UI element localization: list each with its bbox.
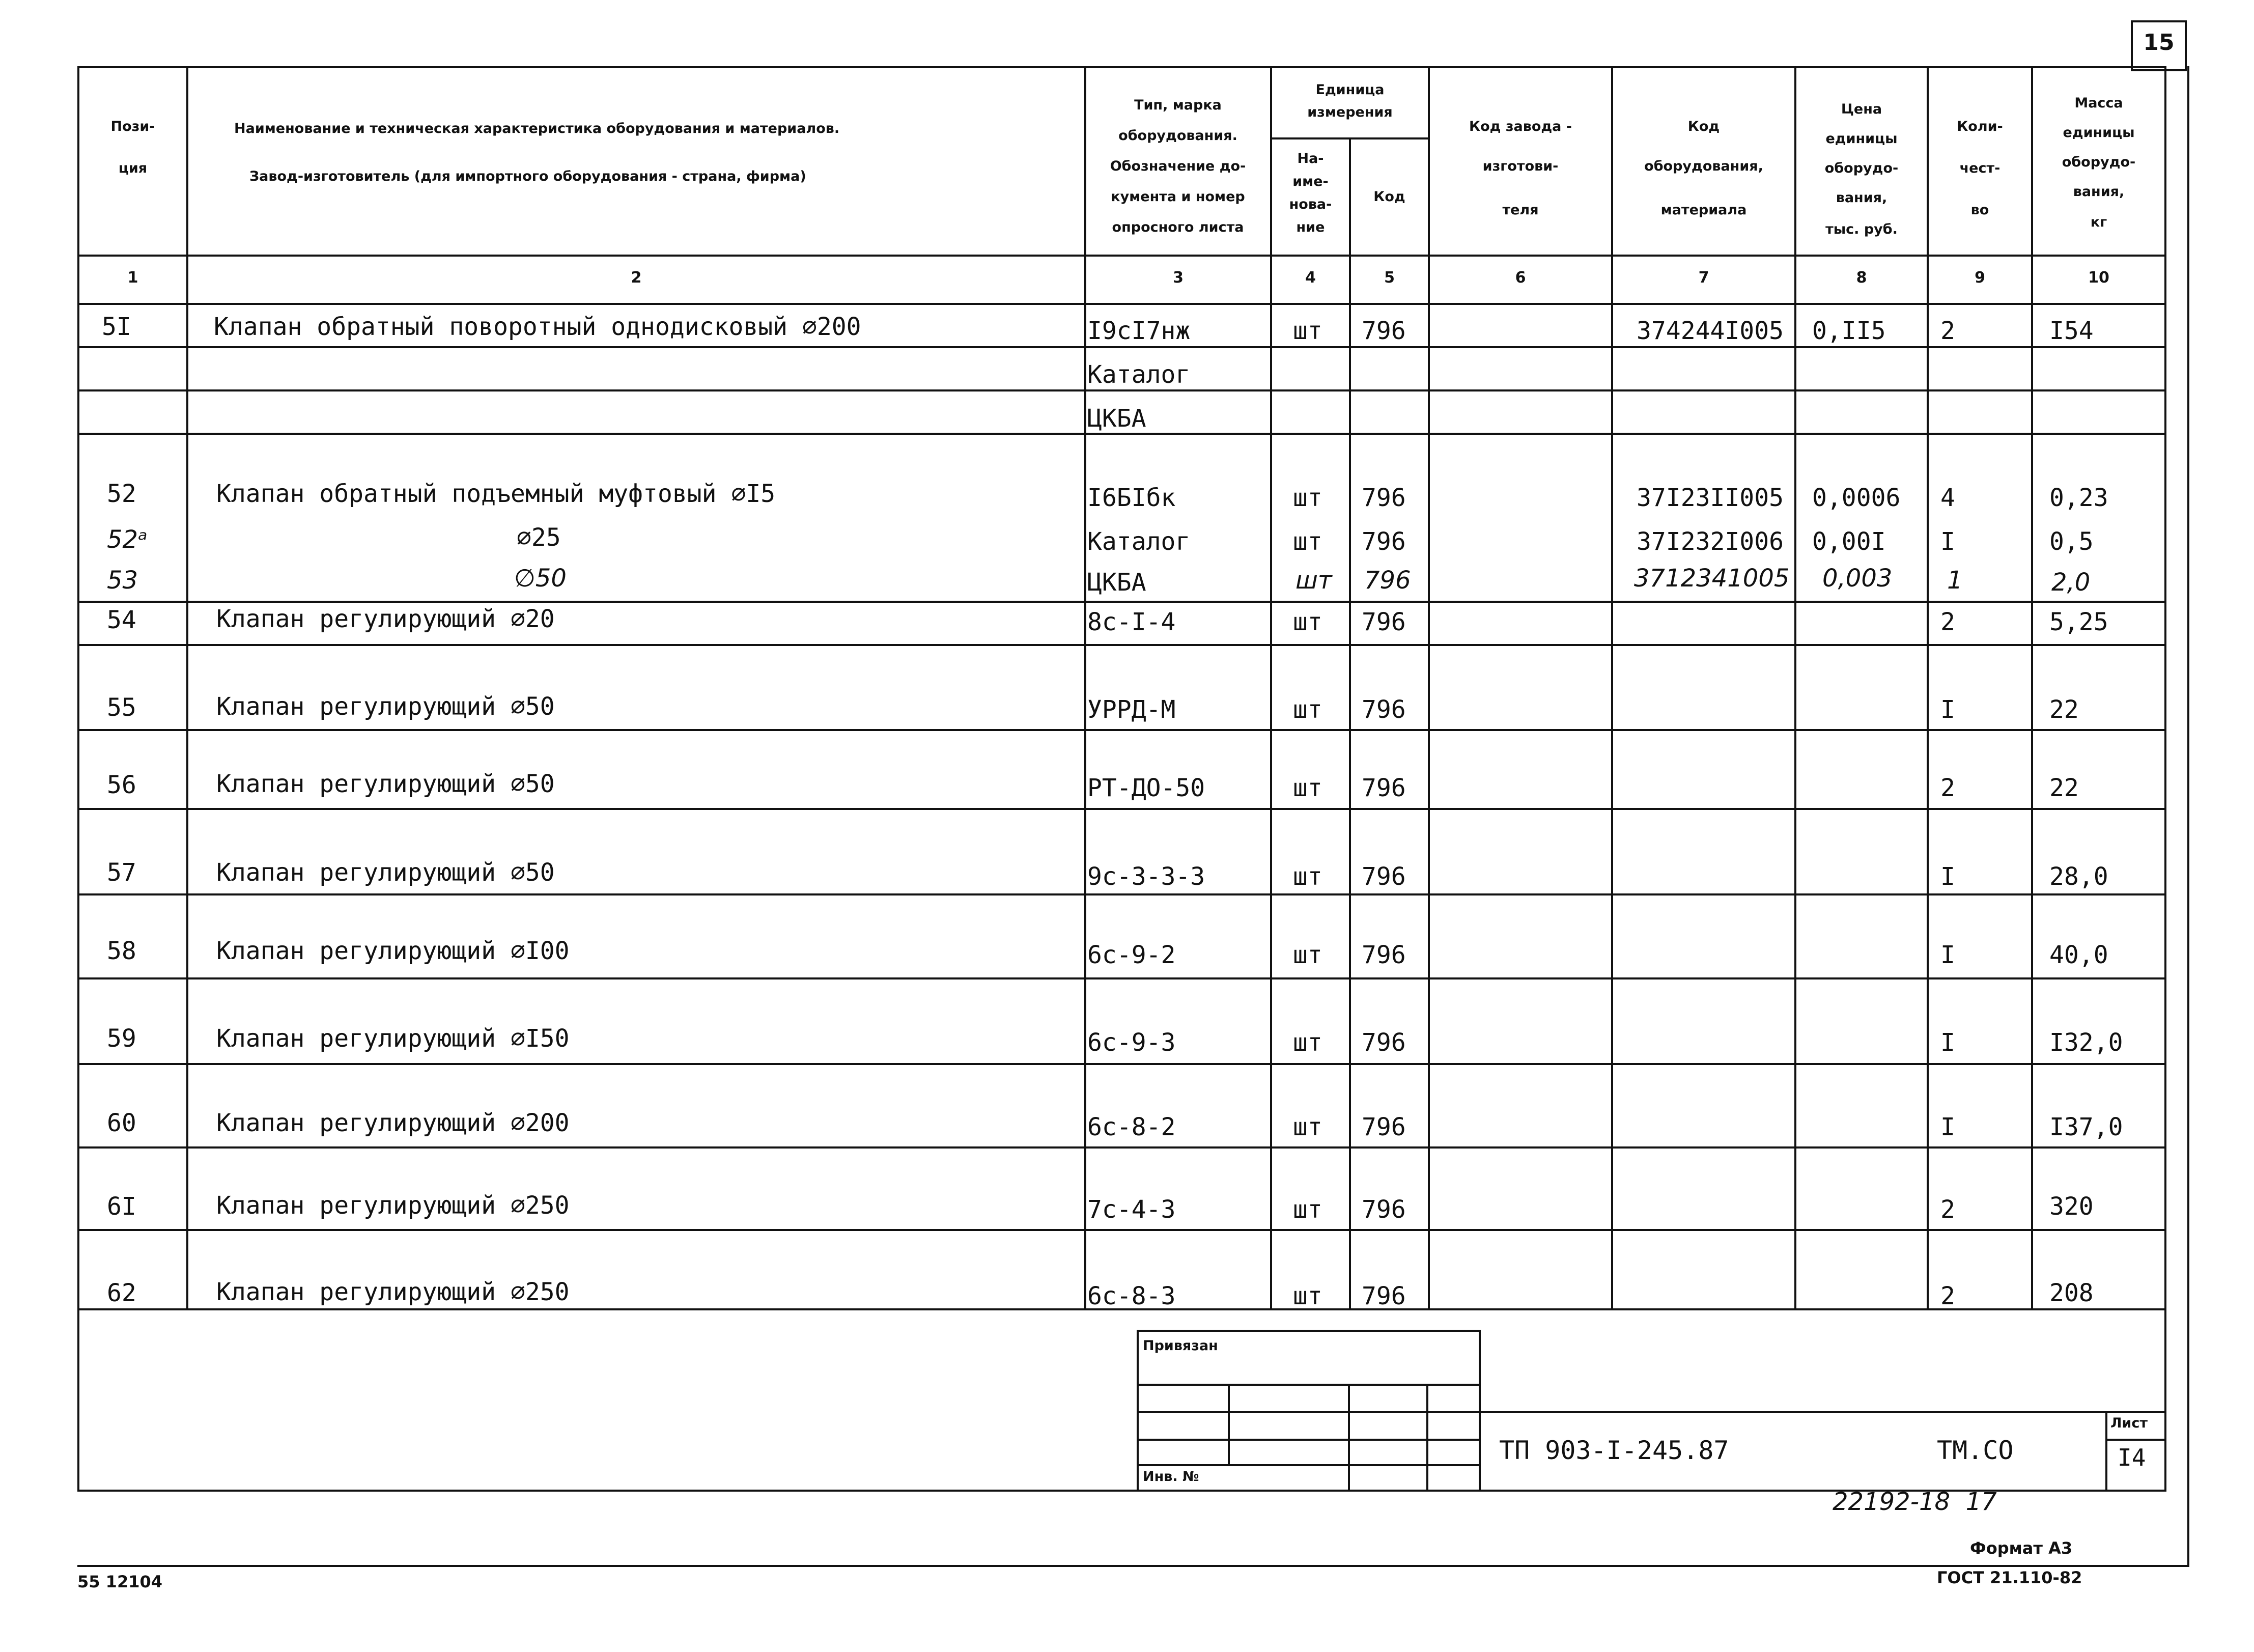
- cell-type: ЦКБА: [1087, 404, 1146, 433]
- stamp-top-line: [1137, 1330, 1481, 1332]
- cell-ucode: 796: [1362, 695, 1406, 724]
- cell-ucode: 796: [1362, 941, 1406, 969]
- cell-price: 0,00I: [1812, 527, 1886, 556]
- cell-name: Клапан регулирующий ∅50: [216, 770, 555, 798]
- cell-name: Клапан регулирующий ∅20: [216, 605, 555, 633]
- hdr-type-1: Тип, марка: [1134, 97, 1222, 113]
- sheet-col-line: [2105, 1411, 2107, 1491]
- cell-unit: шт: [1293, 317, 1322, 345]
- cell-name: Клапан регулирующий ∅250: [216, 1278, 570, 1306]
- cell-type: Каталог: [1087, 360, 1191, 389]
- stamp-grid-col: [1348, 1384, 1350, 1491]
- handwritten-number: 22192-18 17: [1833, 1488, 1997, 1516]
- hdr-code-3: материала: [1660, 202, 1747, 218]
- col-line-7: [1794, 66, 1796, 1310]
- cell-qty: I: [1940, 862, 1955, 891]
- cell-ucode: 796: [1362, 1195, 1406, 1224]
- hdr-price-5: тыс. руб.: [1825, 221, 1898, 237]
- cell-price: 0,0006: [1812, 484, 1901, 512]
- cell-pos: 52: [107, 480, 136, 508]
- sheet-label: Лист: [2110, 1415, 2148, 1431]
- col-line-5: [1428, 66, 1430, 1310]
- cell-qty: 2: [1940, 317, 1955, 345]
- hdr-qty-1: Коли-: [1957, 119, 2003, 134]
- cell-ucode: 796: [1362, 484, 1406, 512]
- cell-pos: 54: [107, 606, 136, 634]
- hdr-plant-1: Код завода -: [1469, 119, 1572, 134]
- col-line-2: [1084, 66, 1086, 1310]
- hdr-plant-3: теля: [1502, 202, 1539, 218]
- cell-unit: шт: [1295, 566, 1332, 595]
- cell-unit: шт: [1293, 1282, 1322, 1310]
- cell-pos: 52ᵃ: [107, 525, 148, 554]
- cell-unit: шт: [1293, 1195, 1322, 1224]
- cell-pos: 58: [107, 937, 136, 965]
- cell-mass: 5,25: [2049, 608, 2108, 636]
- cell-pos: 59: [107, 1024, 136, 1053]
- cell-mass: 0,23: [2049, 484, 2108, 512]
- hdr-type-5: опросного листа: [1112, 219, 1244, 235]
- cell-ucode: 796: [1364, 566, 1411, 595]
- cell-ucode: 796: [1362, 527, 1406, 556]
- cell-qty: I: [1940, 695, 1955, 724]
- col-line-9: [2031, 66, 2033, 1310]
- row-line: [77, 808, 2166, 810]
- cell-ucode: 796: [1362, 317, 1406, 345]
- cell-pos: 57: [107, 858, 136, 887]
- sheet-split-line: [2105, 1439, 2166, 1441]
- cell-code: 37I23II005: [1637, 484, 1784, 512]
- colnum-10: 10: [2088, 269, 2109, 287]
- stamp-left-line: [1137, 1330, 1139, 1491]
- colnum-9: 9: [1975, 269, 1985, 287]
- cell-mass: 0,5: [2049, 527, 2094, 556]
- hdr-unitname-2: име-: [1292, 174, 1329, 189]
- col-line-3: [1270, 66, 1272, 1310]
- hdr-pos-1: Пози-: [110, 119, 155, 134]
- col-line-4: [1349, 137, 1351, 1310]
- cell-ucode: 796: [1362, 1113, 1406, 1141]
- hdr-type-2: оборудования.: [1118, 128, 1237, 144]
- bottom-code: 55 12104: [77, 1572, 162, 1591]
- cell-qty: 4: [1940, 484, 1955, 512]
- stamp-grid-col: [1426, 1384, 1428, 1491]
- row-line: [77, 644, 2166, 646]
- cell-type: I6БIбк: [1087, 484, 1176, 512]
- row-line: [77, 346, 2166, 348]
- hdr-price-3: оборудо-: [1824, 160, 1899, 176]
- cell-pos: 62: [107, 1279, 136, 1307]
- hdr-pos-2: ция: [118, 160, 148, 176]
- header-bottom-line: [77, 255, 2166, 257]
- cell-code: 37I232I006: [1637, 527, 1784, 556]
- cell-unit: шт: [1293, 1028, 1322, 1057]
- frame-outer-right-line: [2187, 66, 2189, 1566]
- cell-pos: 60: [107, 1109, 136, 1137]
- hdr-plant-2: изготови-: [1482, 158, 1559, 174]
- cell-type: I9cI7нж: [1087, 317, 1191, 345]
- cell-name: Клапан регулирующий ∅250: [216, 1191, 570, 1220]
- cell-mass: 22: [2049, 774, 2079, 802]
- cell-code: 374244I005: [1637, 317, 1784, 345]
- hdr-qty-3: во: [1970, 202, 1989, 218]
- hdr-mass-4: вания,: [2073, 184, 2125, 200]
- cell-mass: 28,0: [2049, 862, 2108, 891]
- colnum-7: 7: [1698, 269, 1709, 287]
- cell-type: УРРД-М: [1087, 695, 1176, 724]
- cell-pos: 53: [107, 566, 138, 595]
- cell-type: 8с-I-4: [1087, 608, 1176, 636]
- stamp-grid-col: [1228, 1384, 1230, 1464]
- cell-price: 0,003: [1822, 564, 1893, 593]
- cell-unit: шт: [1293, 608, 1322, 636]
- cell-pos: 55: [107, 693, 136, 722]
- colnum-1: 1: [127, 269, 138, 287]
- cell-qty: 2: [1940, 1282, 1955, 1310]
- row-line: [77, 1146, 2166, 1149]
- colnum-8: 8: [1856, 269, 1867, 287]
- row-line: [77, 729, 2166, 731]
- hdr-qty-2: чест-: [1959, 160, 2001, 176]
- cell-code: 3712341005: [1634, 564, 1790, 593]
- document-designation: ТП 903-I-245.87: [1499, 1436, 1729, 1465]
- cell-name: Клапан регулирующий ∅50: [216, 858, 555, 887]
- cell-unit: шт: [1293, 484, 1322, 512]
- hdr-type-4: кумента и номер: [1111, 189, 1245, 205]
- cell-name: ∅50: [514, 564, 567, 593]
- hdr-code-1: Код: [1687, 119, 1720, 134]
- hdr-unitname-1: На-: [1297, 151, 1324, 166]
- row-line: [77, 977, 2166, 979]
- hdr-price-4: вания,: [1836, 190, 1887, 206]
- frame-outer-bottom-line: [77, 1565, 2189, 1567]
- row-line: [77, 601, 2166, 603]
- cell-name: ∅25: [517, 523, 561, 552]
- hdr-mass-5: кг: [2090, 214, 2107, 230]
- cell-unit: шт: [1293, 527, 1322, 556]
- cell-ucode: 796: [1362, 862, 1406, 891]
- hdr-unitname-4: ние: [1296, 219, 1325, 235]
- hdr-name-1: Наименование и техническая характеристика оборудования и материалов.: [234, 121, 840, 136]
- cell-qty: 2: [1940, 1195, 1955, 1224]
- cell-unit: шт: [1293, 695, 1322, 724]
- cell-qty: I: [1940, 1028, 1955, 1057]
- cell-unit: шт: [1293, 862, 1322, 891]
- cell-ucode: 796: [1362, 608, 1406, 636]
- cell-pos: 6I: [107, 1192, 136, 1221]
- cell-name: Клапан регулирующий ∅50: [216, 692, 555, 721]
- hdr-code-2: оборудования,: [1644, 158, 1763, 174]
- stamp-right-line: [1479, 1330, 1481, 1491]
- cell-qty: I: [1940, 941, 1955, 969]
- cell-pos: 5I: [102, 313, 131, 341]
- col-line-6: [1611, 66, 1613, 1310]
- hdr-unit-2: измерения: [1307, 104, 1393, 120]
- cell-price: 0,II5: [1812, 317, 1886, 345]
- colnum-2: 2: [631, 269, 642, 287]
- cell-mass: I32,0: [2049, 1028, 2123, 1057]
- stamp-linked-label: Привязан: [1143, 1338, 1218, 1354]
- cell-qty: 2: [1940, 608, 1955, 636]
- cell-type: 6с-9-2: [1087, 941, 1176, 969]
- cell-mass: I37,0: [2049, 1113, 2123, 1141]
- corner-number: 15: [2143, 30, 2175, 55]
- gost-label: ГОСТ 21.110-82: [1937, 1568, 2082, 1587]
- hdr-unitname-3: нова-: [1289, 197, 1332, 212]
- cell-name: Клапан регулирующий ∅200: [216, 1109, 570, 1137]
- cell-name: Клапан регулирующий ∅I50: [216, 1024, 570, 1053]
- format-label: Формат А3: [1970, 1538, 2073, 1558]
- stamp-grid-line: [1137, 1384, 1481, 1386]
- col-line-1: [186, 66, 188, 1310]
- cell-qty: 1: [1947, 566, 1963, 595]
- frame-right-line: [2164, 66, 2166, 1492]
- hdr-mass-3: оборудо-: [2062, 154, 2136, 170]
- cell-unit: шт: [1293, 774, 1322, 802]
- hdr-mass-2: единицы: [2063, 125, 2135, 141]
- cell-qty: I: [1940, 1113, 1955, 1141]
- stamp-grid-line: [1137, 1411, 2166, 1413]
- stamp-grid-line: [1137, 1464, 1481, 1466]
- cell-type: 9с-3-3-3: [1087, 862, 1205, 891]
- row-line: [77, 1229, 2166, 1231]
- cell-type: 6с-8-3: [1087, 1282, 1176, 1310]
- colnum-4: 4: [1305, 269, 1316, 287]
- cell-unit: шт: [1293, 1113, 1322, 1141]
- cell-mass: I54: [2049, 317, 2094, 345]
- hdr-unit-1: Единица: [1315, 82, 1385, 98]
- cell-mass: 320: [2049, 1192, 2094, 1221]
- cell-mass: 22: [2049, 695, 2079, 724]
- document-mark: ТМ.СО: [1937, 1436, 2014, 1465]
- cell-ucode: 796: [1362, 774, 1406, 802]
- stamp-inv-label: Инв. №: [1143, 1469, 1199, 1485]
- colnum-5: 5: [1384, 269, 1395, 287]
- cell-type: Каталог: [1087, 527, 1191, 556]
- hdr-name-2: Завод-изготовитель (для импортного оборудования - страна, фирма): [249, 169, 806, 184]
- hdr-type-3: Обозначение до-: [1110, 158, 1246, 174]
- cell-type: ЦКБА: [1087, 568, 1146, 597]
- row-line: [77, 1063, 2166, 1065]
- cell-ucode: 796: [1362, 1028, 1406, 1057]
- cell-type: 7с-4-3: [1087, 1195, 1176, 1224]
- corner-box: [2131, 20, 2187, 71]
- colnum-bottom-line: [77, 303, 2166, 305]
- cell-qty: I: [1940, 527, 1955, 556]
- cell-ucode: 796: [1362, 1282, 1406, 1310]
- hdr-mass-1: Масса: [2074, 95, 2123, 111]
- cell-mass: 40,0: [2049, 941, 2108, 969]
- colnum-3: 3: [1173, 269, 1184, 287]
- stamp-grid-line: [1137, 1439, 1481, 1441]
- cell-name: Клапан обратный поворотный однодисковый ∅200: [214, 313, 861, 341]
- cell-type: РТ-ДО-50: [1087, 774, 1205, 802]
- cell-name: Клапан обратный подъемный муфтовый ∅I5: [216, 480, 776, 508]
- col-line-8: [1927, 66, 1929, 1310]
- colnum-6: 6: [1515, 269, 1526, 287]
- cell-qty: 2: [1940, 774, 1955, 802]
- unit-header-split-line: [1270, 137, 1430, 139]
- sheet-number: I4: [2118, 1444, 2146, 1471]
- row-line: [77, 893, 2166, 895]
- hdr-price-2: единицы: [1825, 131, 1898, 147]
- hdr-price-1: Цена: [1841, 101, 1882, 117]
- frame-top-line: [77, 66, 2166, 68]
- cell-pos: 56: [107, 771, 136, 799]
- cell-type: 6с-9-3: [1087, 1028, 1176, 1057]
- cell-mass: 2,0: [2051, 568, 2091, 597]
- hdr-unitcode: Код: [1373, 189, 1405, 205]
- cell-name: Клапан регулирующий ∅I00: [216, 937, 570, 965]
- cell-type: 6с-8-2: [1087, 1113, 1176, 1141]
- cell-mass: 208: [2049, 1279, 2094, 1307]
- cell-unit: шт: [1293, 941, 1322, 969]
